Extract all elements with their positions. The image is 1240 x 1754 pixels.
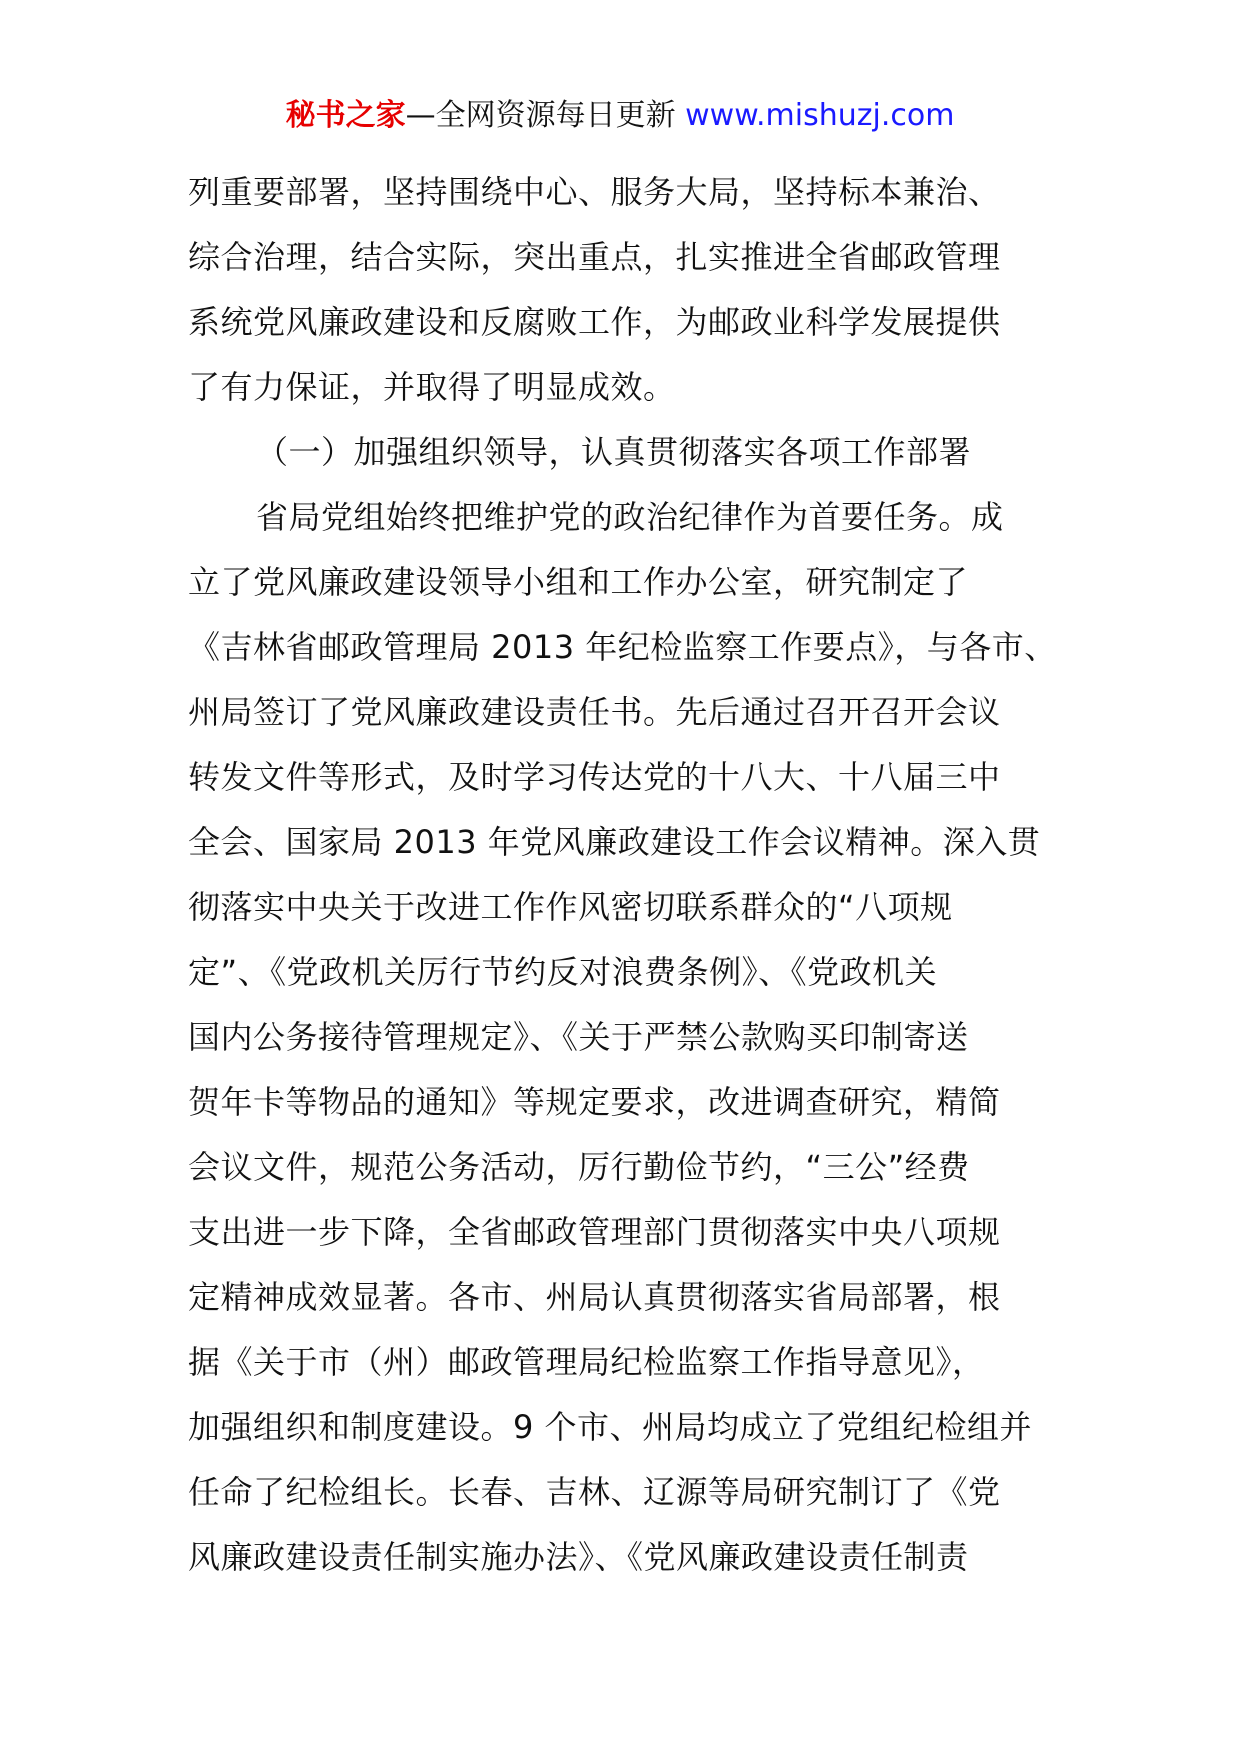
body-line: 系统党风廉政建设和反腐败工作，为邮政业科学发展提供 (188, 303, 1001, 341)
body-line: 综合治理，结合实际，突出重点，扎实推进全省邮政管理 (188, 238, 1001, 276)
body-line: 任命了纪检组长。长春、吉林、辽源等局研究制订了《党 (188, 1473, 1001, 1511)
body-line: 国内公务接待管理规定》、《关于严禁公款购买印制寄送 (188, 1018, 969, 1056)
body-line: 加强组织和制度建设。9 个市、州局均成立了党组纪检组并 (188, 1408, 1033, 1446)
brand-name: 秘书之家 (285, 98, 406, 133)
body-line: 风廉政建设责任制实施办法》、《党风廉政建设责任制责 (188, 1538, 969, 1576)
body-line: 《吉林省邮政管理局 2013 年纪检监察工作要点》，与各市、 (188, 628, 1057, 666)
header-tagline: —全网资源每日更新 (405, 98, 686, 133)
body-line: 贺年卡等物品的通知》等规定要求，改进调查研究，精简 (188, 1083, 1001, 1121)
section-heading: （一）加强组织领导，认真贯彻落实各项工作部署 (256, 433, 972, 471)
body-line: 列重要部署，坚持围绕中心、服务大局，坚持标本兼治、 (188, 173, 1001, 211)
site-header (0, 98, 1240, 134)
body-line: 州局签订了党风廉政建设责任书。先后通过召开召开会议 (188, 693, 1001, 731)
body-line: 全会、国家局 2013 年党风廉政建设工作会议精神。深入贯 (188, 823, 1041, 861)
body-line: 定”、《党政机关厉行节约反对浪费条例》、《党政机关 (188, 953, 938, 991)
body-line: 定精神成效显著。各市、州局认真贯彻落实省局部署，根 (188, 1278, 1001, 1316)
body-line: 立了党风廉政建设领导小组和工作办公室，研究制定了 (188, 563, 969, 601)
body-line: 了有力保证，并取得了明显成效。 (188, 368, 676, 406)
body-line: 彻落实中央关于改进工作作风密切联系群众的“八项规 (188, 888, 953, 926)
body-line: 转发文件等形式，及时学习传达党的十八大、十八届三中 (188, 758, 1001, 796)
body-line: 支出进一步下降，全省邮政管理部门贯彻落实中央八项规 (188, 1213, 1001, 1251)
paragraph-start: 省局党组始终把维护党的政治纪律作为首要任务。成 (256, 498, 1004, 536)
body-line: 据《关于市（州）邮政管理局纪检监察工作指导意见》， (188, 1343, 985, 1381)
body-line: 会议文件，规范公务活动，厉行勤俭节约，“三公”经费 (188, 1148, 970, 1186)
site-url[interactable]: www.mishuzj.com (685, 98, 955, 133)
document-body (188, 160, 1068, 1590)
